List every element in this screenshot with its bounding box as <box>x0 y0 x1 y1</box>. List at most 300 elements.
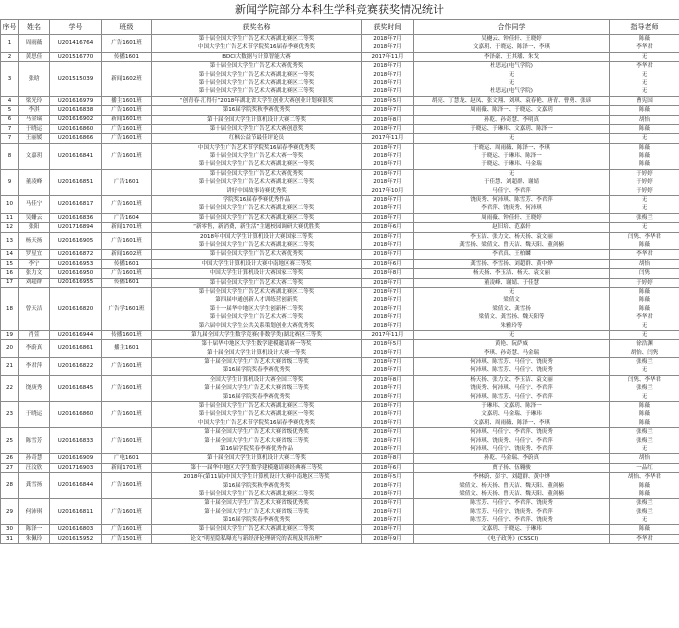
cell-line: 于琳玮、文嘉玥、陈泽一 <box>481 403 542 410</box>
advisor-cell <box>610 269 679 278</box>
row-number-cell: 27 <box>1 463 19 472</box>
award-name-cell <box>152 96 362 105</box>
cell-line: 无 <box>508 331 515 338</box>
class-cell: 广告1501班 <box>102 534 152 543</box>
award-name-cell <box>152 143 362 169</box>
cell-line: 第十一届华中地区大学生数学建模邀请赛经典赛三等奖 <box>190 464 323 471</box>
table-row <box>1 169 679 195</box>
award-date-cell <box>362 525 414 534</box>
award-date-cell <box>362 428 414 454</box>
table-row <box>1 473 679 499</box>
cell-line: 2017年10月 <box>371 187 404 194</box>
cell-line: 陈薇 <box>638 403 650 410</box>
row-number-cell: 29 <box>1 499 19 525</box>
cell-line: 第十届全国大学生广告艺术大赛省级三等奖 <box>204 385 309 392</box>
table-row <box>1 402 679 428</box>
student-id-cell: U201716894 <box>50 223 102 232</box>
cell-line: 2018年7月 <box>373 517 402 524</box>
cell-line: 2018年中国大学生计算机设计大赛国家三等奖 <box>200 233 313 240</box>
award-name-cell <box>152 402 362 428</box>
student-id-cell: U201616860 <box>50 402 102 428</box>
class-cell: 广告1604 <box>102 213 152 222</box>
cell-line: 第十届全国大学生广告艺术大赛二等奖 <box>209 279 304 286</box>
header-cell: 序号 <box>1 20 19 35</box>
cell-line: 2017年11月 <box>371 331 404 338</box>
header-cell: 姓名 <box>19 20 50 35</box>
cell-line: 2018年7月 <box>373 63 402 70</box>
cell-line: 朱雅玲等 <box>500 322 523 329</box>
row-number-cell: 16 <box>1 269 19 278</box>
advisor-cell <box>610 106 679 115</box>
award-name-cell <box>152 278 362 287</box>
class-cell: 广告1601班 <box>102 525 152 534</box>
cell-line: 周雨薇、钟佳轩、王晓婷 <box>481 214 542 221</box>
award-name-cell <box>152 250 362 259</box>
cell-line: 陈薇 <box>638 411 650 418</box>
student-id-cell: U201616822 <box>50 358 102 376</box>
partners-cell <box>414 250 610 259</box>
cell-line: 2018年7月 <box>373 279 402 286</box>
table-row <box>1 223 679 232</box>
advisor-cell <box>610 534 679 543</box>
cell-line: 梁倩文 <box>503 297 520 304</box>
cell-line: 中国大学生计算机设计大赛国家三等奖 <box>209 270 304 277</box>
cell-line: 无 <box>641 197 648 204</box>
advisor-cell <box>610 52 679 61</box>
table-row <box>1 499 679 525</box>
student-name-cell: 李蔚真 <box>19 340 50 358</box>
cell-line: 何沛琪、饶庚秀、马佳宁、李君萍 <box>470 437 553 444</box>
cell-line: 陈雪芳、马佳宁、李君萍、饶庚秀 <box>470 517 553 524</box>
cell-line: 张梅兰 <box>636 508 653 515</box>
cell-line: 无 <box>508 79 515 86</box>
cell-line: 李华君 <box>636 251 653 258</box>
student-name-cell: 杨天扬 <box>19 232 50 250</box>
cell-line: 中国大学生广告艺术节学院奖16届春季赛优秀奖 <box>197 144 315 151</box>
cell-line: 赵旧培、范嘉轩 <box>492 224 531 231</box>
class-cell: 广告1601班 <box>102 269 152 278</box>
cell-line: 梁倩文、杨天扬、曾天洁、魏天阳、董剑楠 <box>459 490 564 497</box>
award-date-cell <box>362 287 414 330</box>
table-row <box>1 232 679 250</box>
cell-line: 董凌峰、谢婧、于佳慧 <box>483 279 539 286</box>
cell-line: 第九届全国大学生数学竞赛(非数学类)湖北赛区三等奖 <box>191 331 322 338</box>
cell-line: 胡亮、丁慧龙、赵凤、张文翔、刘琪、袁春艳、唐青、曹勇、张谚 <box>431 97 592 104</box>
class-cell: 广告1601班 <box>102 428 152 454</box>
cell-line: 张梅兰 <box>636 429 653 436</box>
cell-line: 2018年7月 <box>373 526 402 533</box>
cell-line: 2018年7月 <box>373 314 402 321</box>
award-date-cell <box>362 96 414 105</box>
award-name-cell <box>152 52 362 61</box>
partners-cell <box>414 213 610 222</box>
cell-line: 李琪、孙奇慧、马金瑞 <box>483 349 539 356</box>
award-name-cell <box>152 525 362 534</box>
award-date-cell <box>362 499 414 525</box>
awards-table <box>0 19 679 544</box>
cell-line: 第十届华中地区大学生数学建模邀请赛一等奖 <box>201 341 312 348</box>
student-name-cell: 文嘉玥 <box>19 143 50 169</box>
table-row <box>1 52 679 61</box>
award-name-cell <box>152 269 362 278</box>
advisor-cell <box>610 402 679 428</box>
advisor-cell <box>610 35 679 53</box>
student-name-cell: 马佳宁 <box>19 196 50 214</box>
cell-line: 无 <box>641 367 648 374</box>
student-id-cell: U201616860 <box>50 124 102 133</box>
student-name-cell: 陈雪芳 <box>19 428 50 454</box>
cell-line: 2018年5月 <box>373 474 402 481</box>
partners-cell <box>414 134 610 143</box>
partners-cell <box>414 143 610 169</box>
row-number-cell: 3 <box>1 62 19 97</box>
student-id-cell: U201616902 <box>50 115 102 124</box>
table-row <box>1 358 679 376</box>
award-name-cell <box>152 106 362 115</box>
cell-line: 陈雪芳、马佳宁、饶庚秀、李君萍 <box>470 508 553 515</box>
cell-line: 2018年7月 <box>373 445 402 452</box>
header-cell: 获奖名称 <box>152 20 362 35</box>
student-id-cell: U201616953 <box>50 259 102 268</box>
student-id-cell: U201616872 <box>50 250 102 259</box>
partners-cell <box>414 232 610 250</box>
student-name-cell: 王丽媛 <box>19 134 50 143</box>
advisor-cell <box>610 287 679 330</box>
class-cell: 新闻1602班 <box>102 62 152 97</box>
student-id-cell: U201515039 <box>50 62 102 97</box>
cell-line: 于婷婷 <box>636 279 653 286</box>
cell-line: 杜思远(电气学院) <box>490 63 533 70</box>
advisor-cell <box>610 96 679 105</box>
advisor-cell <box>610 428 679 454</box>
row-number-cell: 7 <box>1 124 19 133</box>
award-date-cell <box>362 330 414 339</box>
row-number-cell: 4 <box>1 96 19 105</box>
partners-cell <box>414 259 610 268</box>
advisor-cell <box>610 375 679 401</box>
class-cell: 传播1601 <box>102 259 152 268</box>
table-row <box>1 115 679 124</box>
advisor-cell <box>610 124 679 133</box>
award-name-cell <box>152 124 362 133</box>
partners-cell <box>414 473 610 499</box>
row-number-cell: 21 <box>1 358 19 376</box>
cell-line: 陈薇 <box>638 526 650 533</box>
partners-cell <box>414 375 610 401</box>
cell-line: 第16届学院奖秋季赛优秀奖 <box>222 107 291 114</box>
cell-line: 2018年5月 <box>373 341 402 348</box>
cell-line: 第十届全国大学生广告艺术大赛创意奖 <box>209 125 304 132</box>
advisor-cell <box>610 499 679 525</box>
advisor-cell <box>610 259 679 268</box>
table-row <box>1 463 679 472</box>
student-name-cell: 汪汶欣 <box>19 463 50 472</box>
table-row <box>1 340 679 358</box>
advisor-cell <box>610 62 679 97</box>
cell-line: 梁倩文、杨天扬、曾天洁、魏天阳、董剑楠 <box>459 482 564 489</box>
cell-line: 2018年7月 <box>373 359 402 366</box>
partners-cell <box>414 62 610 97</box>
student-id-cell: U201616817 <box>50 196 102 214</box>
partners-cell <box>414 402 610 428</box>
student-name-cell: 张力文 <box>19 269 50 278</box>
row-number-cell: 30 <box>1 525 19 534</box>
cell-line: 2018年7月 <box>373 79 402 86</box>
cell-line: 全国大学生计算机设计大赛全国三等奖 <box>209 376 304 383</box>
student-name-cell: 张阳 <box>19 223 50 232</box>
cell-line: 2018年7月 <box>373 419 402 426</box>
cell-line: 第16届学院奖春季赛优秀奖 <box>222 517 291 524</box>
student-name-cell: 李宁 <box>19 259 50 268</box>
cell-line: 第十届全国大学生广告艺术大赛省级二等奖 <box>204 359 309 366</box>
cell-line: 陈薇 <box>638 297 650 304</box>
student-id-cell: U201616955 <box>50 278 102 287</box>
class-cell: 广告1601班 <box>102 402 152 428</box>
cell-line: 何沛琪、陈雪芳、马佳宁、李君萍 <box>470 393 553 400</box>
cell-line: 2017年11月 <box>371 135 404 142</box>
cell-line: 第十届全国大学生广告艺术大赛湖北赛区二等奖 <box>198 205 315 212</box>
cell-line: 第十届全国大学生广告艺术大赛省级优秀奖 <box>204 429 309 436</box>
cell-line: 第16届学院奖秋季赛优秀奖 <box>222 482 291 489</box>
cell-line: 中国大学生广告艺术节学院奖16届春季赛优秀奖 <box>197 419 315 426</box>
cell-line: 无 <box>641 205 648 212</box>
award-date-cell <box>362 134 414 143</box>
cell-line: 陈薇 <box>638 161 650 168</box>
cell-line: 第十届全国大学生广告艺术大赛优秀奖 <box>209 63 304 70</box>
cell-line: 中国大学生广告艺术节学院奖16届春季赛优秀奖 <box>197 44 315 51</box>
cell-line: 何沛琪、马佳宁、饶庚秀、李君萍 <box>470 445 553 452</box>
student-name-cell: 黄思佳 <box>19 52 50 61</box>
cell-line: 2018年(第11届)中国大学生计算机设计大赛中南地区三等奖 <box>183 474 330 481</box>
student-name-cell: 张晗 <box>19 62 50 97</box>
student-id-cell: U201616979 <box>50 96 102 105</box>
cell-line: 第十届全国大学生广告艺术大赛湖北赛区二等奖 <box>198 79 315 86</box>
table-row <box>1 330 679 339</box>
cell-line: “创青春·汇得行”2018年湖北省大学生创业大赛创业计划赛银奖 <box>179 97 334 104</box>
student-id-cell: U201616950 <box>50 269 102 278</box>
cell-line: 2018年7月 <box>373 367 402 374</box>
cell-line: 《电子政务》(CSSCI) <box>484 535 539 542</box>
cell-line: 徐浩渊 <box>636 341 653 348</box>
award-date-cell <box>362 35 414 53</box>
row-number-cell: 28 <box>1 473 19 499</box>
student-id-cell: U201616866 <box>50 134 102 143</box>
award-name-cell <box>152 196 362 214</box>
class-cell: 新闻1601班 <box>102 115 152 124</box>
award-date-cell <box>362 124 414 133</box>
cell-line: 文嘉玥、于晓运、于琳玮 <box>481 526 542 533</box>
advisor-cell <box>610 213 679 222</box>
cell-line: 2018年7月 <box>373 490 402 497</box>
award-name-cell <box>152 134 362 143</box>
advisor-cell <box>610 134 679 143</box>
cell-line: 论文“明星隐私曝光与新经济伦理研究的表现及其治理” <box>190 535 323 542</box>
partners-cell <box>414 115 610 124</box>
row-number-cell: 31 <box>1 534 19 543</box>
cell-line: BDCI大数据与计算智能大赛 <box>222 53 291 60</box>
advisor-cell <box>610 330 679 339</box>
row-number-cell: 12 <box>1 223 19 232</box>
advisor-cell <box>610 223 679 232</box>
student-id-cell: U201616905 <box>50 232 102 250</box>
class-cell: 新闻1701班 <box>102 223 152 232</box>
header-row <box>1 20 679 35</box>
student-id-cell: U201616803 <box>50 525 102 534</box>
cell-line: 于佳慧、刘超群、谢婧 <box>483 179 539 186</box>
cell-line: 第十届全国大学生广告艺术大赛湖北赛区二等奖 <box>198 36 315 42</box>
award-date-cell <box>362 52 414 61</box>
row-number-cell: 8 <box>1 143 19 169</box>
cell-line: 马佳宁、李君萍 <box>492 187 531 194</box>
cell-line: 2018年7月 <box>373 349 402 356</box>
cell-line: 第十届全国大学生计算机设计大赛二等奖 <box>206 116 306 123</box>
student-name-cell: 罗星宜 <box>19 250 50 259</box>
class-cell: 传播1601 <box>102 52 152 61</box>
advisor-cell <box>610 473 679 499</box>
cell-line: 中国大学生计算机设计大赛中南地区赛三等奖 <box>201 260 312 267</box>
cell-line: 李玉洁、张力文、杨天扬、袁文丽 <box>470 233 553 240</box>
table-row <box>1 134 679 143</box>
cell-line: 第十届全国大学生广告艺术大赛湖北赛区二等奖 <box>198 179 315 186</box>
cell-line: 2018年7月 <box>373 288 402 295</box>
cell-line: 第16届学院奖春季赛优秀作品 <box>220 445 293 452</box>
advisor-cell <box>610 169 679 195</box>
advisor-cell <box>610 525 679 534</box>
class-cell: 广告1601班 <box>102 124 152 133</box>
cell-line: 第十届全国大学生广告艺术大赛湖北赛区一等奖 <box>198 411 315 418</box>
cell-line: 无 <box>641 71 648 78</box>
award-date-cell <box>362 269 414 278</box>
table-row <box>1 250 679 259</box>
cell-line: 李华君 <box>636 314 653 321</box>
cell-line: 于晓运、周雨薇、陈泽一、李琪 <box>472 144 550 151</box>
cell-line: 2018年6月 <box>373 224 402 231</box>
student-id-cell: U201616909 <box>50 454 102 463</box>
cell-line: 无 <box>641 88 648 95</box>
class-cell: 广告1601班 <box>102 499 152 525</box>
cell-line: 贾子扬、伍翱骏 <box>492 464 531 471</box>
table-row <box>1 287 679 330</box>
award-date-cell <box>362 340 414 358</box>
header-cell: 指导老师 <box>610 20 679 35</box>
award-name-cell <box>152 428 362 454</box>
table-row <box>1 534 679 543</box>
award-name-cell <box>152 463 362 472</box>
student-id-cell: U201616861 <box>50 340 102 358</box>
header-cell: 获奖时间 <box>362 20 414 35</box>
class-cell: 传播1601班 <box>102 330 152 339</box>
award-date-cell <box>362 169 414 195</box>
cell-line: 2018年7月 <box>373 411 402 418</box>
cell-line: 第16届学院奖春季赛优秀奖 <box>222 393 291 400</box>
cell-line: 何沛琪、马佳宁、李君萍、饶庚秀 <box>470 429 553 436</box>
student-id-cell: U201416764 <box>50 35 102 53</box>
table-row <box>1 124 679 133</box>
cell-line: 李林蔚、彭宇、刘超群、黄中烨 <box>472 474 550 481</box>
partners-cell <box>414 340 610 358</box>
class-cell: 广告1601班 <box>102 106 152 115</box>
student-name-cell: 刘超群 <box>19 278 50 287</box>
student-name-cell: 马金瑞 <box>19 115 50 124</box>
advisor-cell <box>610 115 679 124</box>
cell-line: 2018年7月 <box>373 197 402 204</box>
partners-cell <box>414 534 610 543</box>
cell-line: 胡怡、闫隽 <box>630 349 659 356</box>
class-cell: 广告1601班 <box>102 473 152 499</box>
cell-line: 胡怡 <box>638 260 650 267</box>
class-cell: 广告1601班 <box>102 134 152 143</box>
cell-line: 无 <box>641 224 648 231</box>
partners-cell <box>414 196 610 214</box>
row-number-cell: 17 <box>1 278 19 287</box>
award-date-cell <box>362 62 414 97</box>
cell-line: 2018年7月 <box>373 144 402 151</box>
cell-line: 2018年8月 <box>373 376 402 383</box>
student-name-cell: 朱佩玲 <box>19 534 50 543</box>
award-date-cell <box>362 232 414 250</box>
student-name-cell: 于晓运 <box>19 402 50 428</box>
cell-line: 红枫公益节最佳评论员 <box>228 135 284 142</box>
class-cell: 广告1601班 <box>102 35 152 53</box>
table-row <box>1 375 679 401</box>
cell-line: 第十届全国大学生计算机设计大赛一等奖 <box>206 349 306 356</box>
student-name-cell: 孙奇慧 <box>19 454 50 463</box>
student-id-cell: U201616838 <box>50 106 102 115</box>
class-cell: 广告1601 <box>102 169 152 195</box>
cell-line: 孙乾、马金瑞、李蔚真 <box>483 455 539 462</box>
class-cell: 播主1601 <box>102 340 152 358</box>
advisor-cell <box>610 463 679 472</box>
table-row <box>1 213 679 222</box>
table-body <box>1 35 679 544</box>
cell-line: 张梅兰 <box>636 500 653 507</box>
cell-line: 于婷婷 <box>636 187 653 194</box>
cell-line: 无 <box>641 53 648 60</box>
cell-line: 2018年7月 <box>373 241 402 248</box>
row-number-cell: 22 <box>1 375 19 401</box>
award-name-cell <box>152 375 362 401</box>
award-date-cell <box>362 115 414 124</box>
table-row <box>1 525 679 534</box>
class-cell: 广告1601班 <box>102 375 152 401</box>
header-cell: 合作同学 <box>414 20 610 35</box>
cell-line: 第十届全国大学生广告艺术大赛二等奖 <box>209 314 304 321</box>
cell-line: 第十一届华中地区大学生创新杯二等奖 <box>209 305 304 312</box>
cell-line: 陈薇 <box>638 107 650 114</box>
header-cell: 学号 <box>50 20 102 35</box>
partners-cell <box>414 96 610 105</box>
cell-line: 于婷婷 <box>636 179 653 186</box>
table-row <box>1 278 679 287</box>
award-date-cell <box>362 196 414 214</box>
advisor-cell <box>610 232 679 250</box>
cell-line: 李华君 <box>636 535 653 542</box>
class-cell: 传播1601 <box>102 278 152 287</box>
table-row <box>1 259 679 268</box>
cell-line: 第十届全国大学生广告艺术大赛湖北赛区一等奖 <box>198 161 315 168</box>
cell-line: 陈薇 <box>638 36 650 42</box>
cell-line: 孙乾、孙奇慧、李明真 <box>483 116 539 123</box>
cell-line: 周雨薇、陈泽一、于晓运、文嘉玥 <box>470 107 553 114</box>
student-name-cell: 梁光玲 <box>19 96 50 105</box>
cell-line: 无 <box>641 135 648 142</box>
partners-cell <box>414 269 610 278</box>
cell-line: 无 <box>641 331 648 338</box>
cell-line: 杨天扬、张力文、李玉洁、袁文丽 <box>470 376 553 383</box>
student-id-cell: U201616811 <box>50 499 102 525</box>
cell-line: 龚雪扬、梁倩文、曾天洁、魏天阳、董剑楠 <box>459 241 564 248</box>
award-name-cell <box>152 223 362 232</box>
